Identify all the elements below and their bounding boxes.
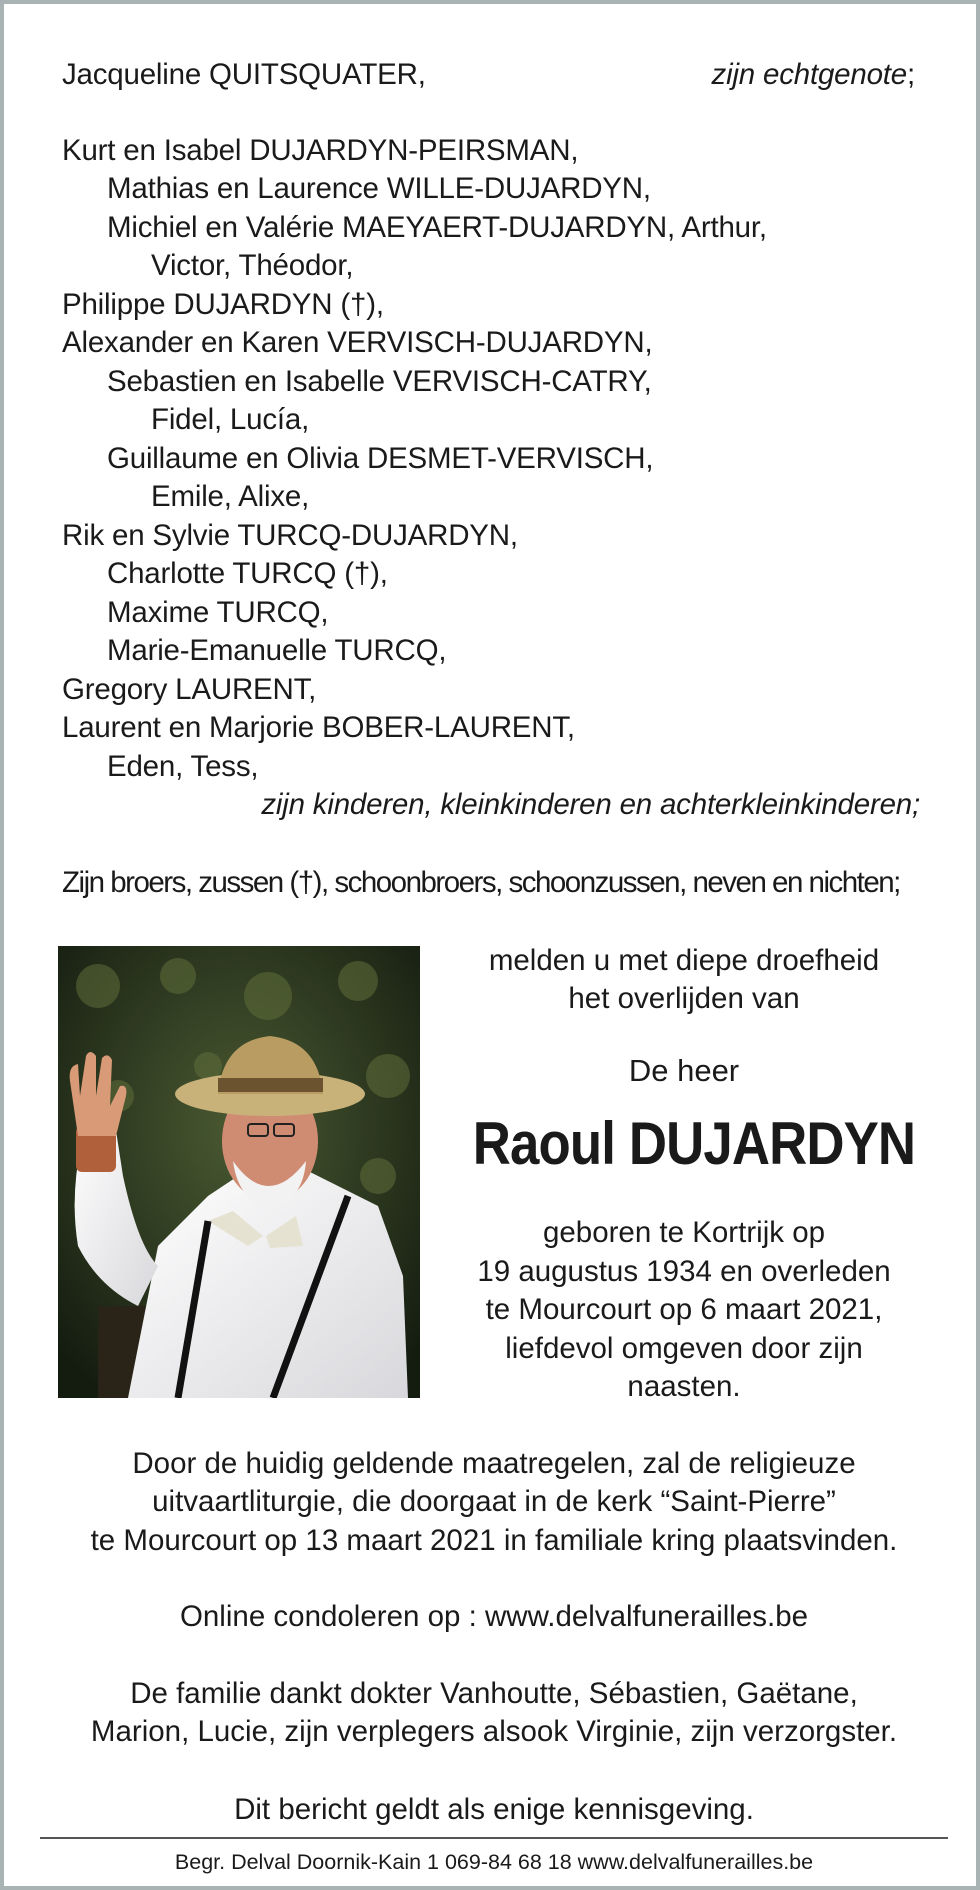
footer-divider: [40, 1837, 948, 1839]
spouse-role: [712, 56, 915, 94]
family-line: Kurt en Isabel DUJARDYN-PEIRSMAN,: [62, 134, 579, 167]
family-line: Fidel, Lucía,: [151, 403, 310, 436]
family-line: Marie-Emanuelle TURCQ,: [107, 634, 447, 667]
deceased-name: Raoul DUJARDYN: [472, 1110, 916, 1177]
birth-detail-line: geboren te Kortrijk op: [542, 1216, 826, 1249]
birth-detail-line: naasten.: [627, 1370, 741, 1403]
family-line: Guillaume en Olivia DESMET-VERVISCH,: [107, 442, 654, 475]
family-line: Maxime TURCQ,: [107, 596, 329, 629]
family-line: Laurent en Marjorie BOBER-LAURENT,: [62, 711, 575, 744]
family-line: Rik en Sylvie TURCQ-DUJARDYN,: [62, 519, 518, 552]
family-line: Victor, Théodor,: [151, 249, 354, 282]
thanks-line: De familie dankt dokter Vanhoutte, Sébastien, Gaëtane,: [130, 1677, 858, 1710]
family-line: Emile, Alixe,: [151, 480, 310, 513]
birth-detail-line: 19 augustus 1934 en overleden: [477, 1255, 891, 1288]
family-line: Gregory LAURENT,: [62, 673, 317, 706]
spouse-role-text: zijn echtgenote: [711, 58, 907, 91]
family-line: Philippe DUJARDYN (†),: [62, 288, 384, 321]
footer-text: Begr. Delval Doornik-Kain 1 069-84 68 18 www.delvalfunerailles.be: [174, 1850, 814, 1874]
family-line: Mathias en Laurence WILLE-DUJARDYN,: [107, 172, 651, 205]
spouse-name: Jacqueline QUITSQUATER,: [62, 58, 426, 91]
relatives-line: Zijn broers, zussen (†), schoonbroers, schoonzussen, neven en nichten;: [62, 866, 900, 899]
thanks-line: Marion, Lucie, zijn verplegers alsook Virginie, zijn verzorgster.: [90, 1715, 898, 1748]
family-line: Sebastien en Isabelle VERVISCH-CATRY,: [107, 365, 652, 398]
family-role: zijn kinderen, kleinkinderen en achterkleinkinderen;: [261, 788, 920, 821]
funeral-line: uitvaartliturgie, die doorgaat in de kerk “Saint-Pierre”: [152, 1485, 836, 1518]
portrait-photo-icon: [58, 946, 420, 1398]
announce-title: De heer: [628, 1053, 740, 1088]
family-line: Eden, Tess,: [107, 750, 259, 783]
announce-line-2: het overlijden van: [568, 982, 800, 1015]
family-line: Charlotte TURCQ (†),: [107, 557, 388, 590]
birth-detail-line: te Mourcourt op 6 maart 2021,: [485, 1293, 883, 1326]
notice-line: Dit bericht geldt als enige kennisgeving.: [234, 1793, 754, 1826]
funeral-line: te Mourcourt op 13 maart 2021 in familiale kring plaatsvinden.: [90, 1524, 898, 1557]
family-line: Alexander en Karen VERVISCH-DUJARDYN,: [62, 326, 653, 359]
birth-detail-line: liefdevol omgeven door zijn: [505, 1332, 863, 1365]
condolences-line: Online condoleren op : www.delvalfunerailles.be: [179, 1600, 809, 1633]
family-line: Michiel en Valérie MAEYAERT-DUJARDYN, Arthur,: [107, 211, 767, 244]
announce-line-1: melden u met diepe droefheid: [488, 944, 880, 977]
funeral-line: Door de huidig geldende maatregelen, zal de religieuze: [132, 1447, 856, 1480]
spouse-role-punct: ;: [907, 58, 915, 91]
